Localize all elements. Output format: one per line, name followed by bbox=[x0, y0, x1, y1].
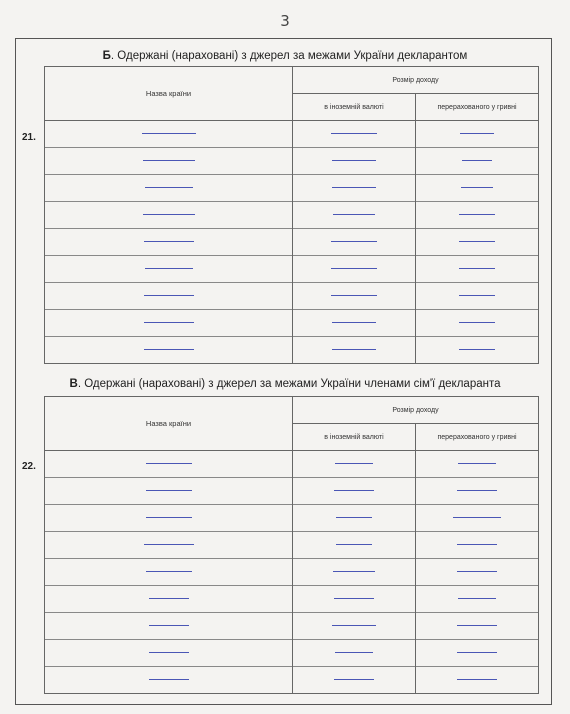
cell-uah[interactable] bbox=[416, 121, 539, 148]
cell-country[interactable] bbox=[45, 667, 293, 694]
page-number: 3 bbox=[280, 12, 290, 30]
handwritten-dash-mark bbox=[144, 349, 194, 350]
handwritten-dash-mark bbox=[146, 571, 192, 572]
handwritten-dash-mark bbox=[457, 652, 497, 653]
handwritten-dash-mark bbox=[457, 544, 497, 545]
cell-uah[interactable] bbox=[416, 229, 539, 256]
handwritten-dash-mark bbox=[331, 241, 377, 242]
section-v-row-number: 22. bbox=[22, 461, 36, 472]
handwritten-dash-mark bbox=[334, 679, 374, 680]
cell-foreign[interactable] bbox=[293, 613, 416, 640]
handwritten-dash-mark bbox=[145, 187, 193, 188]
handwritten-dash-mark bbox=[334, 490, 374, 491]
cell-uah[interactable] bbox=[416, 256, 539, 283]
cell-country[interactable] bbox=[45, 283, 293, 310]
section-v-letter: В bbox=[69, 378, 78, 390]
section-b-table bbox=[44, 66, 539, 364]
handwritten-dash-mark bbox=[149, 625, 189, 626]
cell-foreign[interactable] bbox=[293, 559, 416, 586]
handwritten-dash-mark bbox=[332, 322, 376, 323]
handwritten-dash-mark bbox=[457, 571, 497, 572]
handwritten-dash-mark bbox=[459, 214, 495, 215]
cell-uah[interactable] bbox=[416, 202, 539, 229]
section-v-table bbox=[44, 396, 539, 694]
handwritten-dash-mark bbox=[336, 544, 372, 545]
handwritten-dash-mark bbox=[143, 214, 195, 215]
section-b-row-number: 21. bbox=[22, 132, 36, 143]
cell-foreign[interactable] bbox=[293, 202, 416, 229]
handwritten-dash-mark bbox=[146, 490, 192, 491]
cell-country[interactable] bbox=[45, 202, 293, 229]
handwritten-dash-mark bbox=[459, 241, 495, 242]
handwritten-dash-mark bbox=[459, 268, 495, 269]
cell-uah[interactable] bbox=[416, 478, 539, 505]
cell-uah[interactable] bbox=[416, 451, 539, 478]
table-row bbox=[45, 256, 539, 283]
cell-foreign[interactable] bbox=[293, 640, 416, 667]
cell-foreign[interactable] bbox=[293, 478, 416, 505]
cell-uah[interactable] bbox=[416, 310, 539, 337]
handwritten-dash-mark bbox=[453, 517, 501, 518]
table-row bbox=[45, 202, 539, 229]
handwritten-dash-mark bbox=[331, 268, 377, 269]
table-row bbox=[45, 229, 539, 256]
handwritten-dash-mark bbox=[335, 652, 373, 653]
handwritten-dash-mark bbox=[145, 268, 193, 269]
table-row bbox=[45, 613, 539, 640]
table-row bbox=[45, 559, 539, 586]
table-row bbox=[45, 283, 539, 310]
handwritten-dash-mark bbox=[458, 598, 496, 599]
cell-uah[interactable] bbox=[416, 337, 539, 364]
section-b-title bbox=[0, 50, 570, 62]
cell-uah[interactable] bbox=[416, 283, 539, 310]
cell-foreign[interactable] bbox=[293, 451, 416, 478]
handwritten-dash-mark bbox=[457, 490, 497, 491]
section-v-header-income: Розмір доходу bbox=[293, 397, 539, 424]
handwritten-dash-mark bbox=[331, 133, 377, 134]
section-b-header-country: Назва країни bbox=[45, 67, 293, 121]
handwritten-dash-mark bbox=[332, 349, 376, 350]
cell-uah[interactable] bbox=[416, 175, 539, 202]
handwritten-dash-mark bbox=[334, 598, 374, 599]
cell-uah[interactable] bbox=[416, 148, 539, 175]
cell-country[interactable] bbox=[45, 532, 293, 559]
cell-foreign[interactable] bbox=[293, 175, 416, 202]
section-v-title bbox=[0, 378, 570, 390]
cell-uah[interactable] bbox=[416, 640, 539, 667]
section-v-rows bbox=[45, 451, 539, 694]
handwritten-dash-mark bbox=[144, 295, 194, 296]
cell-foreign[interactable] bbox=[293, 586, 416, 613]
handwritten-dash-mark bbox=[332, 625, 376, 626]
handwritten-dash-mark bbox=[457, 625, 497, 626]
cell-foreign[interactable] bbox=[293, 121, 416, 148]
cell-uah[interactable] bbox=[416, 559, 539, 586]
cell-foreign[interactable] bbox=[293, 310, 416, 337]
cell-uah[interactable] bbox=[416, 532, 539, 559]
handwritten-dash-mark bbox=[144, 241, 194, 242]
handwritten-dash-mark bbox=[459, 322, 495, 323]
table-row bbox=[45, 667, 539, 694]
handwritten-dash-mark bbox=[143, 160, 195, 161]
table-row bbox=[45, 532, 539, 559]
cell-foreign[interactable] bbox=[293, 667, 416, 694]
handwritten-dash-mark bbox=[461, 187, 493, 188]
cell-uah[interactable] bbox=[416, 613, 539, 640]
cell-country[interactable] bbox=[45, 613, 293, 640]
table-row bbox=[45, 478, 539, 505]
cell-foreign[interactable] bbox=[293, 148, 416, 175]
table-row bbox=[45, 505, 539, 532]
section-v-header-foreign: в іноземній валюті bbox=[293, 424, 416, 451]
section-b-header-foreign: в іноземній валюті bbox=[293, 94, 416, 121]
cell-foreign[interactable] bbox=[293, 256, 416, 283]
cell-uah[interactable] bbox=[416, 667, 539, 694]
table-row bbox=[45, 148, 539, 175]
cell-country[interactable] bbox=[45, 256, 293, 283]
cell-foreign[interactable] bbox=[293, 337, 416, 364]
section-v-header-country: Назва країни bbox=[45, 397, 293, 451]
handwritten-dash-mark bbox=[459, 349, 495, 350]
cell-country[interactable] bbox=[45, 337, 293, 364]
cell-uah[interactable] bbox=[416, 586, 539, 613]
section-v-title-text: . Одержані (нараховані) з джерел за межами України членами сім'ї декларанта bbox=[77, 378, 501, 390]
handwritten-dash-mark bbox=[457, 679, 497, 680]
handwritten-dash-mark bbox=[149, 598, 189, 599]
cell-country[interactable] bbox=[45, 451, 293, 478]
handwritten-dash-mark bbox=[149, 652, 189, 653]
table-row bbox=[45, 337, 539, 364]
cell-country[interactable] bbox=[45, 229, 293, 256]
handwritten-dash-mark bbox=[332, 160, 376, 161]
handwritten-dash-mark bbox=[462, 160, 492, 161]
handwritten-dash-mark bbox=[335, 463, 373, 464]
handwritten-dash-mark bbox=[146, 517, 192, 518]
section-b-header-income: Розмір доходу bbox=[293, 67, 539, 94]
cell-country[interactable] bbox=[45, 640, 293, 667]
cell-country[interactable] bbox=[45, 148, 293, 175]
cell-country[interactable] bbox=[45, 478, 293, 505]
cell-foreign[interactable] bbox=[293, 229, 416, 256]
cell-uah[interactable] bbox=[416, 505, 539, 532]
table-row bbox=[45, 175, 539, 202]
cell-country[interactable] bbox=[45, 559, 293, 586]
cell-country[interactable] bbox=[45, 175, 293, 202]
handwritten-dash-mark bbox=[336, 517, 372, 518]
handwritten-dash-mark bbox=[332, 187, 376, 188]
table-row bbox=[45, 121, 539, 148]
handwritten-dash-mark bbox=[149, 679, 189, 680]
table-row bbox=[45, 310, 539, 337]
table-row bbox=[45, 586, 539, 613]
section-b-letter: Б bbox=[102, 50, 111, 62]
handwritten-dash-mark bbox=[333, 214, 375, 215]
cell-country[interactable] bbox=[45, 505, 293, 532]
handwritten-dash-mark bbox=[458, 463, 496, 464]
table-row bbox=[45, 451, 539, 478]
table-row bbox=[45, 640, 539, 667]
section-b-rows bbox=[45, 121, 539, 364]
handwritten-dash-mark bbox=[146, 463, 192, 464]
handwritten-dash-mark bbox=[460, 133, 494, 134]
handwritten-dash-mark bbox=[333, 571, 375, 572]
handwritten-dash-mark bbox=[459, 295, 495, 296]
cell-foreign[interactable] bbox=[293, 283, 416, 310]
cell-country[interactable] bbox=[45, 121, 293, 148]
handwritten-dash-mark bbox=[331, 295, 377, 296]
cell-foreign[interactable] bbox=[293, 505, 416, 532]
section-b-title-text: . Одержані (нараховані) з джерел за межами України декларантом bbox=[110, 50, 468, 62]
section-b-header-uah: перерахованого у гривні bbox=[416, 94, 539, 121]
handwritten-dash-mark bbox=[142, 133, 196, 134]
cell-foreign[interactable] bbox=[293, 532, 416, 559]
cell-country[interactable] bbox=[45, 310, 293, 337]
handwritten-dash-mark bbox=[144, 544, 194, 545]
section-v-header-uah: перерахованого у гривні bbox=[416, 424, 539, 451]
handwritten-dash-mark bbox=[144, 322, 194, 323]
cell-country[interactable] bbox=[45, 586, 293, 613]
